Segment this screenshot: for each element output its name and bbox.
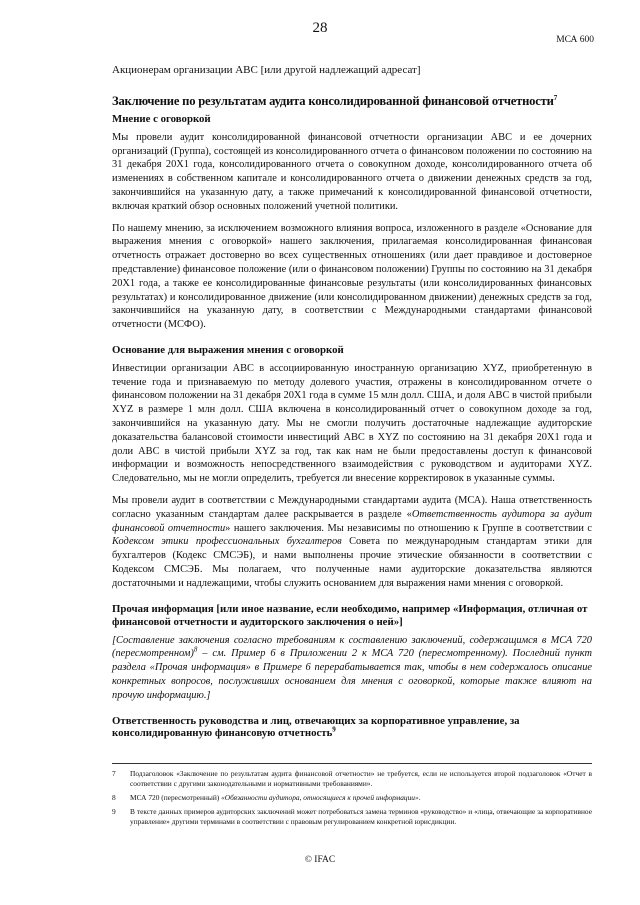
report-title xyxy=(112,94,592,109)
document-code: МСА 600 xyxy=(556,35,594,45)
report-title-text: Заключение по результатам аудита консолидированной финансовой отчетности xyxy=(112,93,554,108)
addressee-line: Акционерам организации ABC [или другой надлежащий адресат] xyxy=(112,64,421,76)
footnote-8-text-b: «Обязанности аудитора, относящиеся к прочей информации» xyxy=(221,793,419,802)
footnote-text xyxy=(130,793,592,803)
footnote-ref-9[interactable]: 9 xyxy=(332,725,336,734)
footnote-text: В тексте данных примеров аудиторских заключений может потребоваться замена терминов «руководство» и «лица, отвечающие за корпоративное управление» другими терминами в соответствии с правовым регулированием конкретной юрисдикции. xyxy=(130,807,592,826)
footnote-ref-8[interactable]: 8 xyxy=(193,645,198,654)
footnote-number: 9 xyxy=(112,807,116,816)
opinion-heading: Мнение с оговоркой xyxy=(112,112,211,125)
footnote-9 xyxy=(112,807,592,827)
footnote-ref-7[interactable]: 7 xyxy=(553,93,557,102)
basis-p2-text-e: Совета по международным стандартам этики для бухгалтеров (Кодекс СМСЭБ), и нами выполнены прочие этические обязанности в соответствии с Кодексом СМСЭБ. Мы полагаем, что полученные нами аудиторские доказательства являются достаточными и надлежащими, чтобы служить основанием для выражения нами мнения с оговоркой. xyxy=(112,536,592,589)
basis-p2-text-a: Мы провели аудит в соответствии с Международными стандартами аудита (МСА). Наша ответственность согласно указанным стандартам далее раскрывается в разделе « xyxy=(112,495,592,520)
basis-heading: Основание для выражения мнения с оговоркой xyxy=(112,343,344,356)
footnotes xyxy=(112,763,592,831)
other-info-text-b: – см. Пример 6 в Приложении 2 к МСА 720 (пересмотренному). Последний пункт раздела «Прочая информация» в Примере 6 перерабатывается так, чтобы в нем содержалось описание конкретных вопросов, послуживших основанием для мнения с оговоркой, которые также влияют на прочую информацию.] xyxy=(112,648,592,701)
footnote-number: 7 xyxy=(112,769,116,778)
opinion-paragraph-1: Мы провели аудит консолидированной финансовой отчетности организации ABC и ее дочерних организаций (Группа), состоящей из консолидированного отчета о финансовом положении по состоянию на 31 декабря 20X1 года, консолидированного отчета о совокупном доходе, консолидированного отчета об изменениях в собственном капитале и консолидированного отчета о движении денежных средств за год, закончившийся на указанную дату, а также примечаний к консолидированной финансовой отчетности, включая краткий обзор основных положений учетной политики. xyxy=(112,131,592,212)
responsibility-heading xyxy=(112,715,592,741)
basis-paragraph-1: Инвестиции организации ABC в ассоциированную иностранную организацию XYZ, приобретенную в течение года и признаваемую по методу долевого участия, отражены в консолидированном отчете о финансовом положении на 31 декабря 20X1 года в сумме 15 млн долл. США, и доля ABC в чистой прибыли XYZ в размере 1 млн долл. США включена в консолидированный отчет о совокупном доходе за год, закончившийся на указанную дату. Мы не смогли получить достаточные надлежащие аудиторские доказательства балансовой стоимости инвестиций ABC в XYZ по состоянию на 31 декабря 20X1 года и доли ABC в чистой прибыли XYZ за год, так как нам не были предоставлены доступ к финансовой информации и возможность непосредственного взаимодействия с руководством и аудиторами XYZ. Следовательно, мы не могли определить, требуется ли внесение корректировок в указанные суммы. xyxy=(112,362,592,485)
page-number: 28 xyxy=(312,20,328,36)
opinion-paragraph-2: По нашему мнению, за исключением возможного влияния вопроса, изложенного в разделе «Основание для выражения мнения с оговоркой» нашего заключения, прилагаемая консолидированная финансовая отчетность отражает достоверно во всех существенных отношениях (или дает правдивое и достоверное представление) финансовое положение (или о финансовом положении) Группы по состоянию на 31 декабря 20X1 года, а также ее консолидированные финансовые результаты (или консолидированных финансовых результатах) и консолидированное движение (или консолидированном движении) денежных средств за год, закончившийся на указанную дату, в соответствии с Международными стандартами финансовой отчетности (МСФО). xyxy=(112,222,592,331)
footnote-8-text-a: МСА 720 (пересмотренный) xyxy=(130,793,222,802)
report-body xyxy=(112,64,592,745)
footnote-8-text-c: . xyxy=(418,793,421,802)
basis-paragraph-2 xyxy=(112,494,592,591)
copyright-footer: © IFAC xyxy=(304,855,336,865)
footnote-8 xyxy=(112,793,592,803)
responsibility-heading-text: Ответственность руководства и лиц, отвечающих за корпоративное управление, за консолидированную финансовую отчетность xyxy=(112,714,520,740)
ethics-code-ref: Кодексом этики профессиональных бухгалтеров xyxy=(112,536,342,548)
other-info-paragraph xyxy=(112,634,592,703)
footnote-text: Подзаголовок «Заключение по результатам аудита финансовой отчетности» не требуется, если не используется второй подзаголовок «Отчет в соответствии с другими законодательными и нормативными требованиями». xyxy=(130,769,592,788)
other-info-heading: Прочая информация [или иное название, если необходимо, например «Информация, отличная от финансовой отчетности и аудиторского заключения о ней»] xyxy=(112,602,588,628)
auditor-responsibility-ref: Ответственность аудитора за аудит финансовой отчетности xyxy=(112,508,592,534)
footnote-7 xyxy=(112,769,592,789)
other-info-text-a: [Составление заключения согласно требованиям к составлению заключений, содержащимся в МСА 720 (пересмотренном) xyxy=(112,634,592,660)
footnote-number: 8 xyxy=(112,793,116,802)
basis-p2-text-c: » нашего заключения. Мы независимы по отношению к Группе в соответствии с xyxy=(225,522,592,534)
